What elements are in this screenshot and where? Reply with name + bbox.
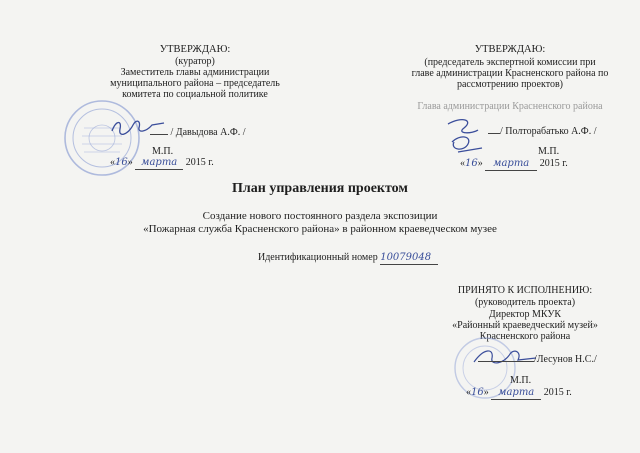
project-title-line-1: Создание нового постоянного раздела экспозиции <box>202 210 438 222</box>
approve-role-right-3: рассмотрению проектов) <box>456 79 564 90</box>
signature-right <box>442 114 488 156</box>
acceptance-date: «16» марта 2015 г. <box>466 387 572 398</box>
approve-heading-right: УТВЕРЖДАЮ: <box>474 44 546 55</box>
seal-mark-bottom: М.П. <box>510 375 532 386</box>
approve-position-line-1: Заместитель главы администрации <box>120 67 270 78</box>
accept-heading: ПРИНЯТО К ИСПОЛНЕНИЮ: <box>457 285 593 296</box>
approve-position-line-2: муниципального района – председатель <box>110 78 280 89</box>
signer-name-right: / Полторабатько А.Ф. / <box>488 126 618 138</box>
approval-date-left: «16» марта 2015 г. <box>110 157 214 168</box>
approve-position-right: Глава администрации Красненского района <box>417 101 603 112</box>
approve-role-left: (куратор) <box>175 56 215 67</box>
approve-position-line-3: комитета по социальной политике <box>122 89 268 100</box>
signer-name-left: / Давыдова А.Ф. / <box>150 127 310 139</box>
accept-position-1: Директор МКУК <box>488 309 562 320</box>
seal-mark-right: М.П. <box>538 146 560 157</box>
approve-role-right-2: главе администрации Красненского района по <box>411 68 609 79</box>
signer-name-bottom: /Лесунов Н.С./ <box>478 354 628 366</box>
approval-date-right: «16» марта 2015 г. <box>460 158 568 169</box>
accept-position-2: «Районный краеведческий музей» <box>452 320 598 331</box>
accept-role: (руководитель проекта) <box>474 297 576 308</box>
seal-mark-left: М.П. <box>152 146 174 157</box>
identification-number: Идентификационный номер 10079048 <box>258 252 448 265</box>
project-title-line-2: «Пожарная служба Красненского района» в районном краеведческом музее <box>143 223 497 235</box>
document-title: План управления проектом <box>232 181 408 196</box>
approve-heading-left: УТВЕРЖДАЮ: <box>159 44 231 55</box>
approve-role-right-1: (председатель экспертной комиссии при <box>424 57 596 68</box>
accept-position-3: Красненского района <box>479 331 571 342</box>
